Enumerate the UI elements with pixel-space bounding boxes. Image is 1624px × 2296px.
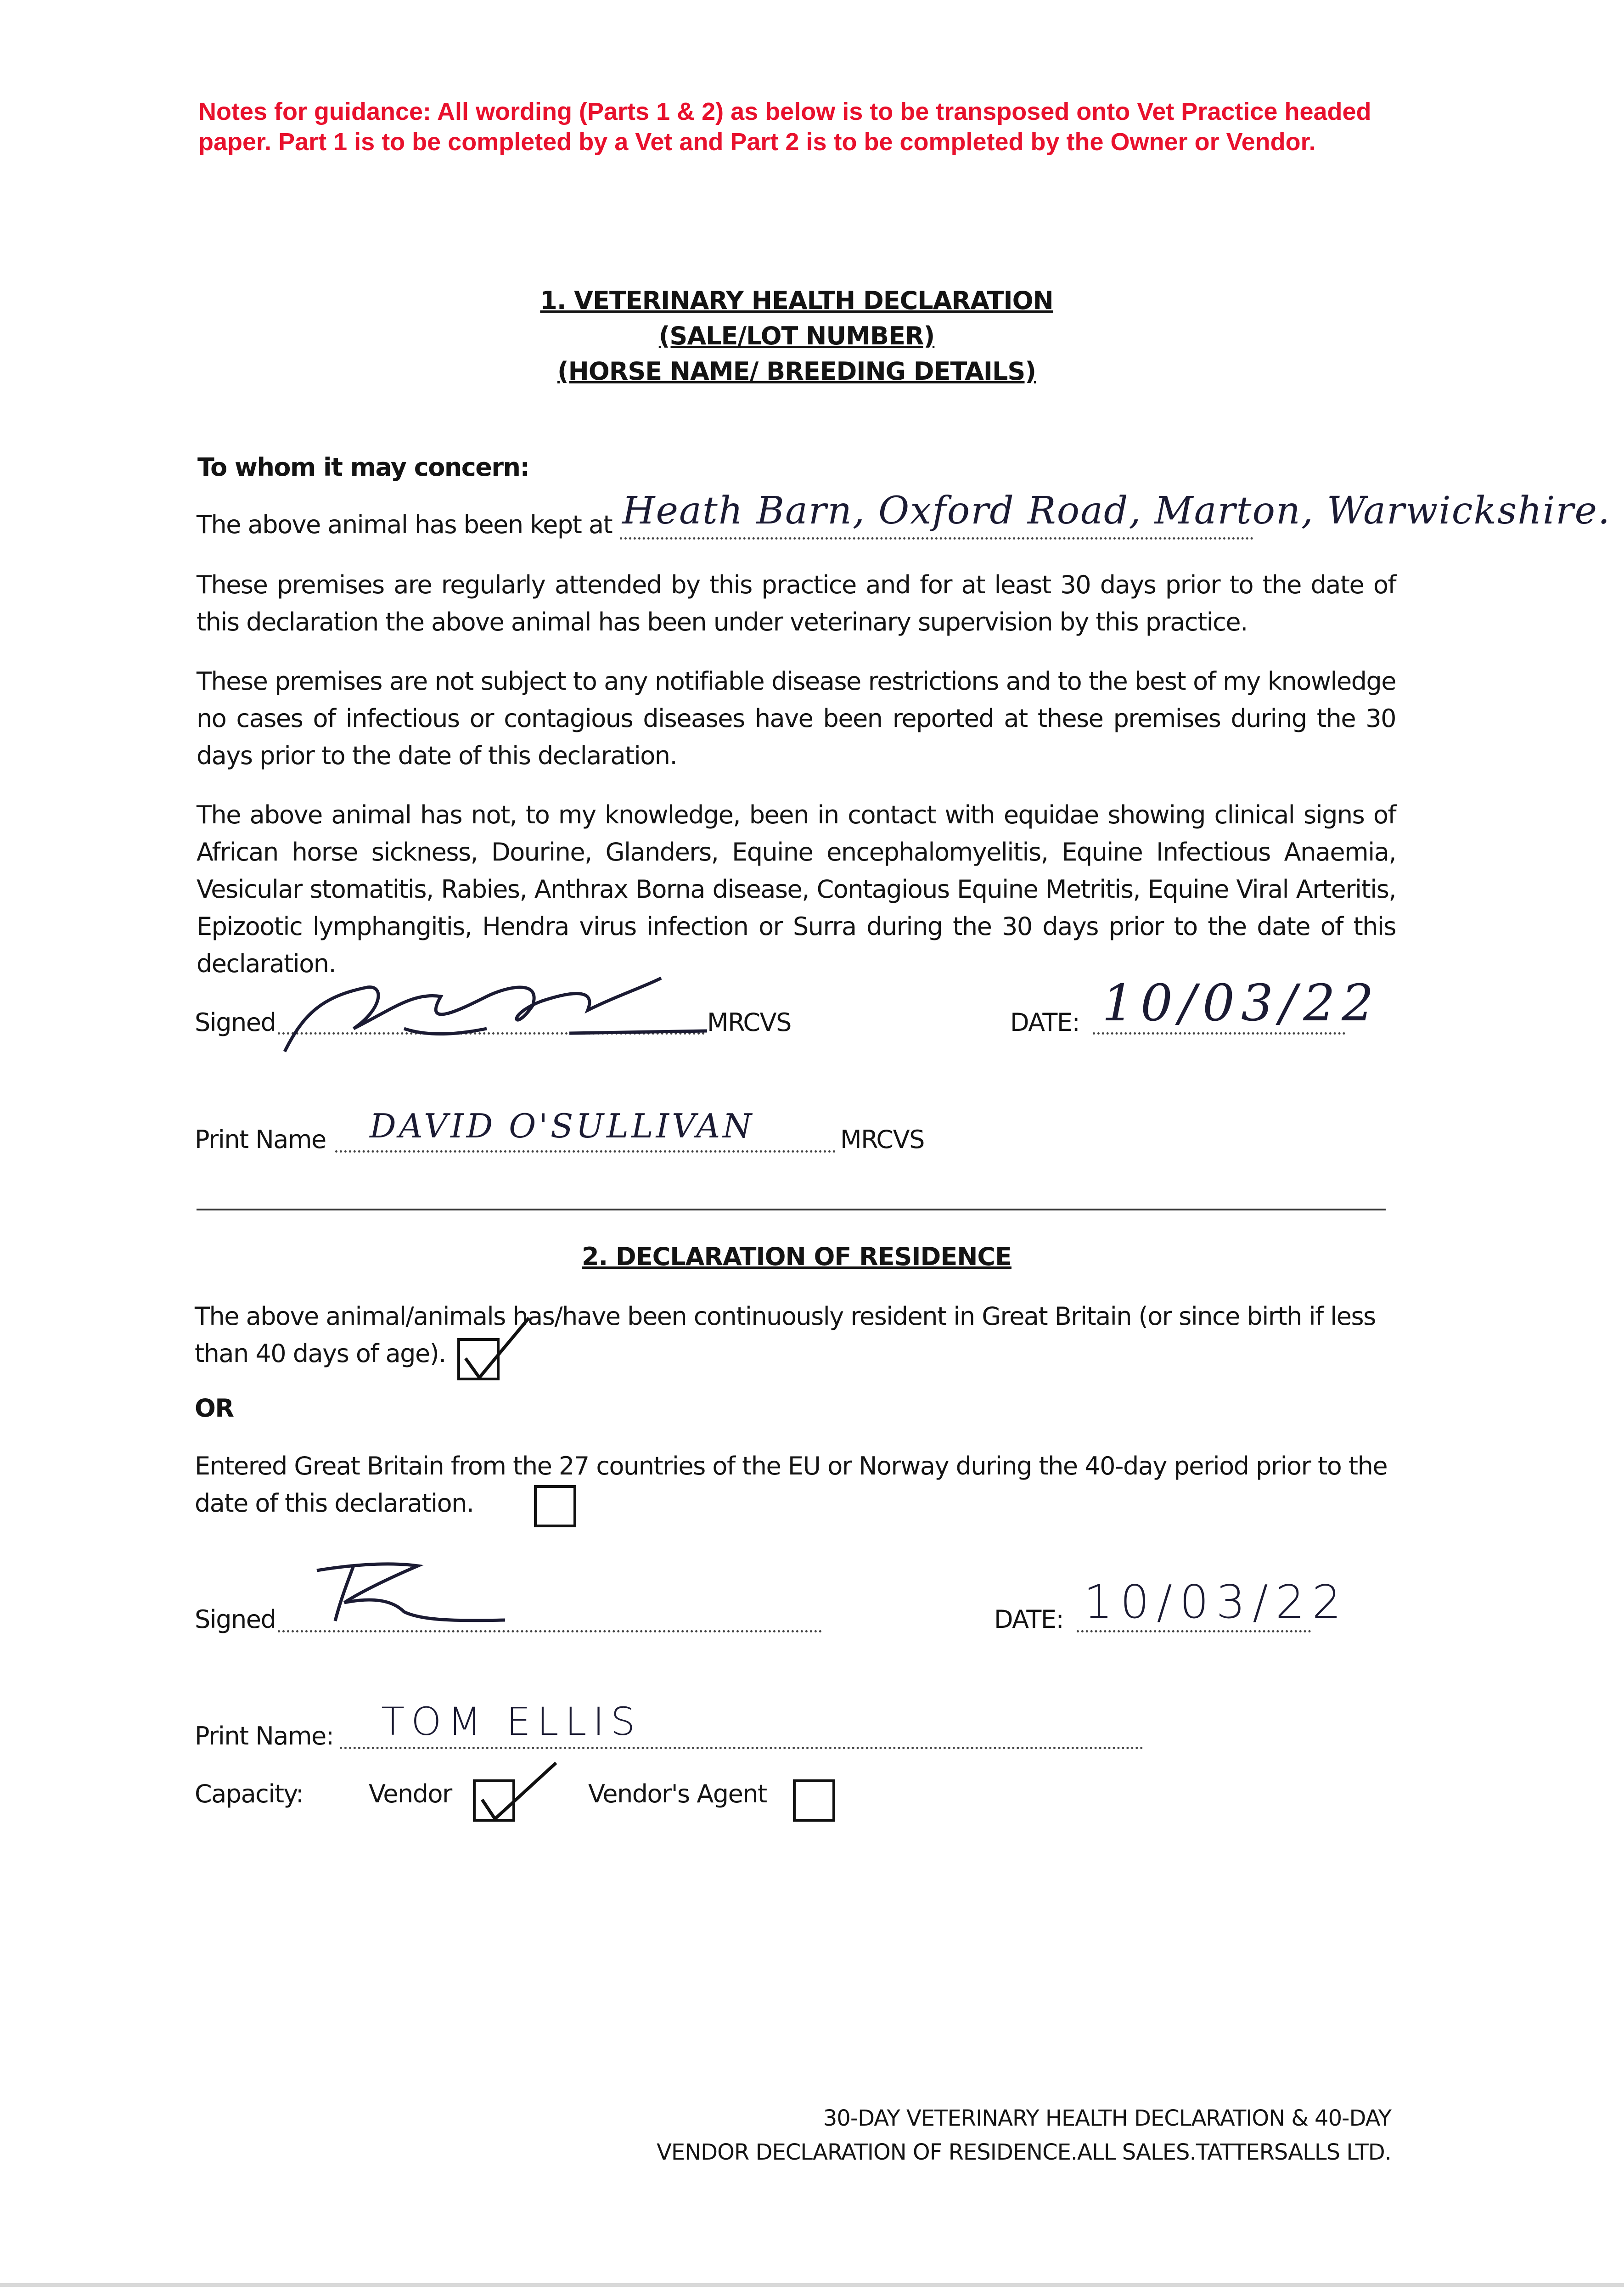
part2-heading: 2. DECLARATION OF RESIDENCE <box>582 1242 1011 1271</box>
vet-date-label: DATE: <box>1010 1008 1080 1037</box>
vet-print-name-value[interactable]: DAVID O'SULLIVAN <box>370 1107 755 1145</box>
vet-date-line <box>1093 1032 1345 1035</box>
part1-heading: 1. VETERINARY HEALTH DECLARATION <box>540 286 1053 315</box>
salutation: To whom it may concern: <box>197 453 529 482</box>
entered-checkbox[interactable] <box>534 1485 576 1527</box>
kept-at-label: The above animal has been kept at <box>197 510 613 539</box>
vet-print-mrcvs-label: MRCVS <box>840 1125 924 1154</box>
vet-print-name-label: Print Name <box>195 1125 326 1154</box>
no-disease-paragraph: These premises are not subject to any notifiable disease restrictions and to the best of my knowledge no cases of infectious or contagious diseases have been reported at these premises during the 30 days prior to the date of this declaration. <box>197 667 1396 770</box>
vet-mrcvs-label: MRCVS <box>707 1008 791 1037</box>
vet-date-value[interactable]: 10/03/22 <box>1102 974 1381 1032</box>
vet-signed-label: Signed <box>195 1008 276 1037</box>
section-divider <box>197 1209 1386 1210</box>
check-mark-icon <box>471 1750 563 1828</box>
footer-line-1: 30-DAY VETERINARY HEALTH DECLARATION & 40-DAY <box>823 2105 1391 2131</box>
capacity-label: Capacity: <box>195 1779 303 1808</box>
vendor-label: Vendor <box>369 1779 452 1808</box>
kept-at-value[interactable]: Heath Barn, Oxford Road, Marton, Warwickshire. <box>622 489 1611 533</box>
scan-edge <box>0 2283 1624 2287</box>
vendor-checkbox[interactable] <box>473 1779 515 1822</box>
owner-signed-label: Signed <box>195 1605 276 1634</box>
part1-subheading-horse: (HORSE NAME/ BREEDING DETAILS) <box>557 357 1036 386</box>
check-mark-icon <box>455 1309 538 1387</box>
owner-print-name-label: Print Name: <box>195 1722 334 1750</box>
no-contact-paragraph: The above animal has not, to my knowledge, been in contact with equidae showing clinical signs of African horse sickness, Dourine, Glanders, Equine encephalomyelitis, Equine Infectious Anaemia, Vesicular stomatitis, Rabies, Anthrax Borna disease, Contagious Equine Metritis, Equine Viral Arteritis, Epizootic lymphangitis, Hendra virus infection or Surra during the 30 days prior to the date of this declaration. <box>197 800 1396 978</box>
owner-date-label: DATE: <box>994 1605 1064 1634</box>
kept-at-dotted-line <box>620 537 1253 540</box>
or-label: OR <box>195 1394 234 1423</box>
owner-print-name-value[interactable]: TOM ELLIS <box>381 1699 642 1744</box>
owner-signature[interactable] <box>303 1552 514 1639</box>
vet-print-name-line <box>335 1150 836 1153</box>
owner-date-line <box>1077 1630 1311 1632</box>
vet-signature[interactable] <box>248 960 721 1065</box>
guidance-notes: Notes for guidance: All wording (Parts 1 & 2) as below is to be transposed onto Vet Practice headed paper. Part 1 is to be completed by a Vet and Part 2 is to be completed by the Owner or Vendor. <box>198 98 1371 156</box>
resident-checkbox[interactable] <box>457 1338 500 1380</box>
entered-text: Entered Great Britain from the 27 countries of the EU or Norway during the 40-day period prior to the date of this declaration. <box>195 1452 1388 1518</box>
footer-line-2: VENDOR DECLARATION OF RESIDENCE.ALL SALES.TATTERSALLS LTD. <box>657 2139 1391 2165</box>
owner-date-value[interactable]: 10/03/22 <box>1084 1575 1349 1629</box>
vendors-agent-label: Vendor's Agent <box>588 1779 767 1808</box>
vendors-agent-checkbox[interactable] <box>793 1779 835 1822</box>
resident-text: The above animal/animals has/have been continuously resident in Great Britain (or since birth if less than 40 days of age). <box>195 1302 1376 1368</box>
owner-print-name-line <box>340 1747 1143 1749</box>
premises-attended-paragraph: These premises are regularly attended by this practice and for at least 30 days prior to the date of this declaration the above animal has been under veterinary supervision by this practice. <box>197 570 1396 636</box>
part1-subheading-sale-lot: (SALE/LOT NUMBER) <box>658 321 935 350</box>
